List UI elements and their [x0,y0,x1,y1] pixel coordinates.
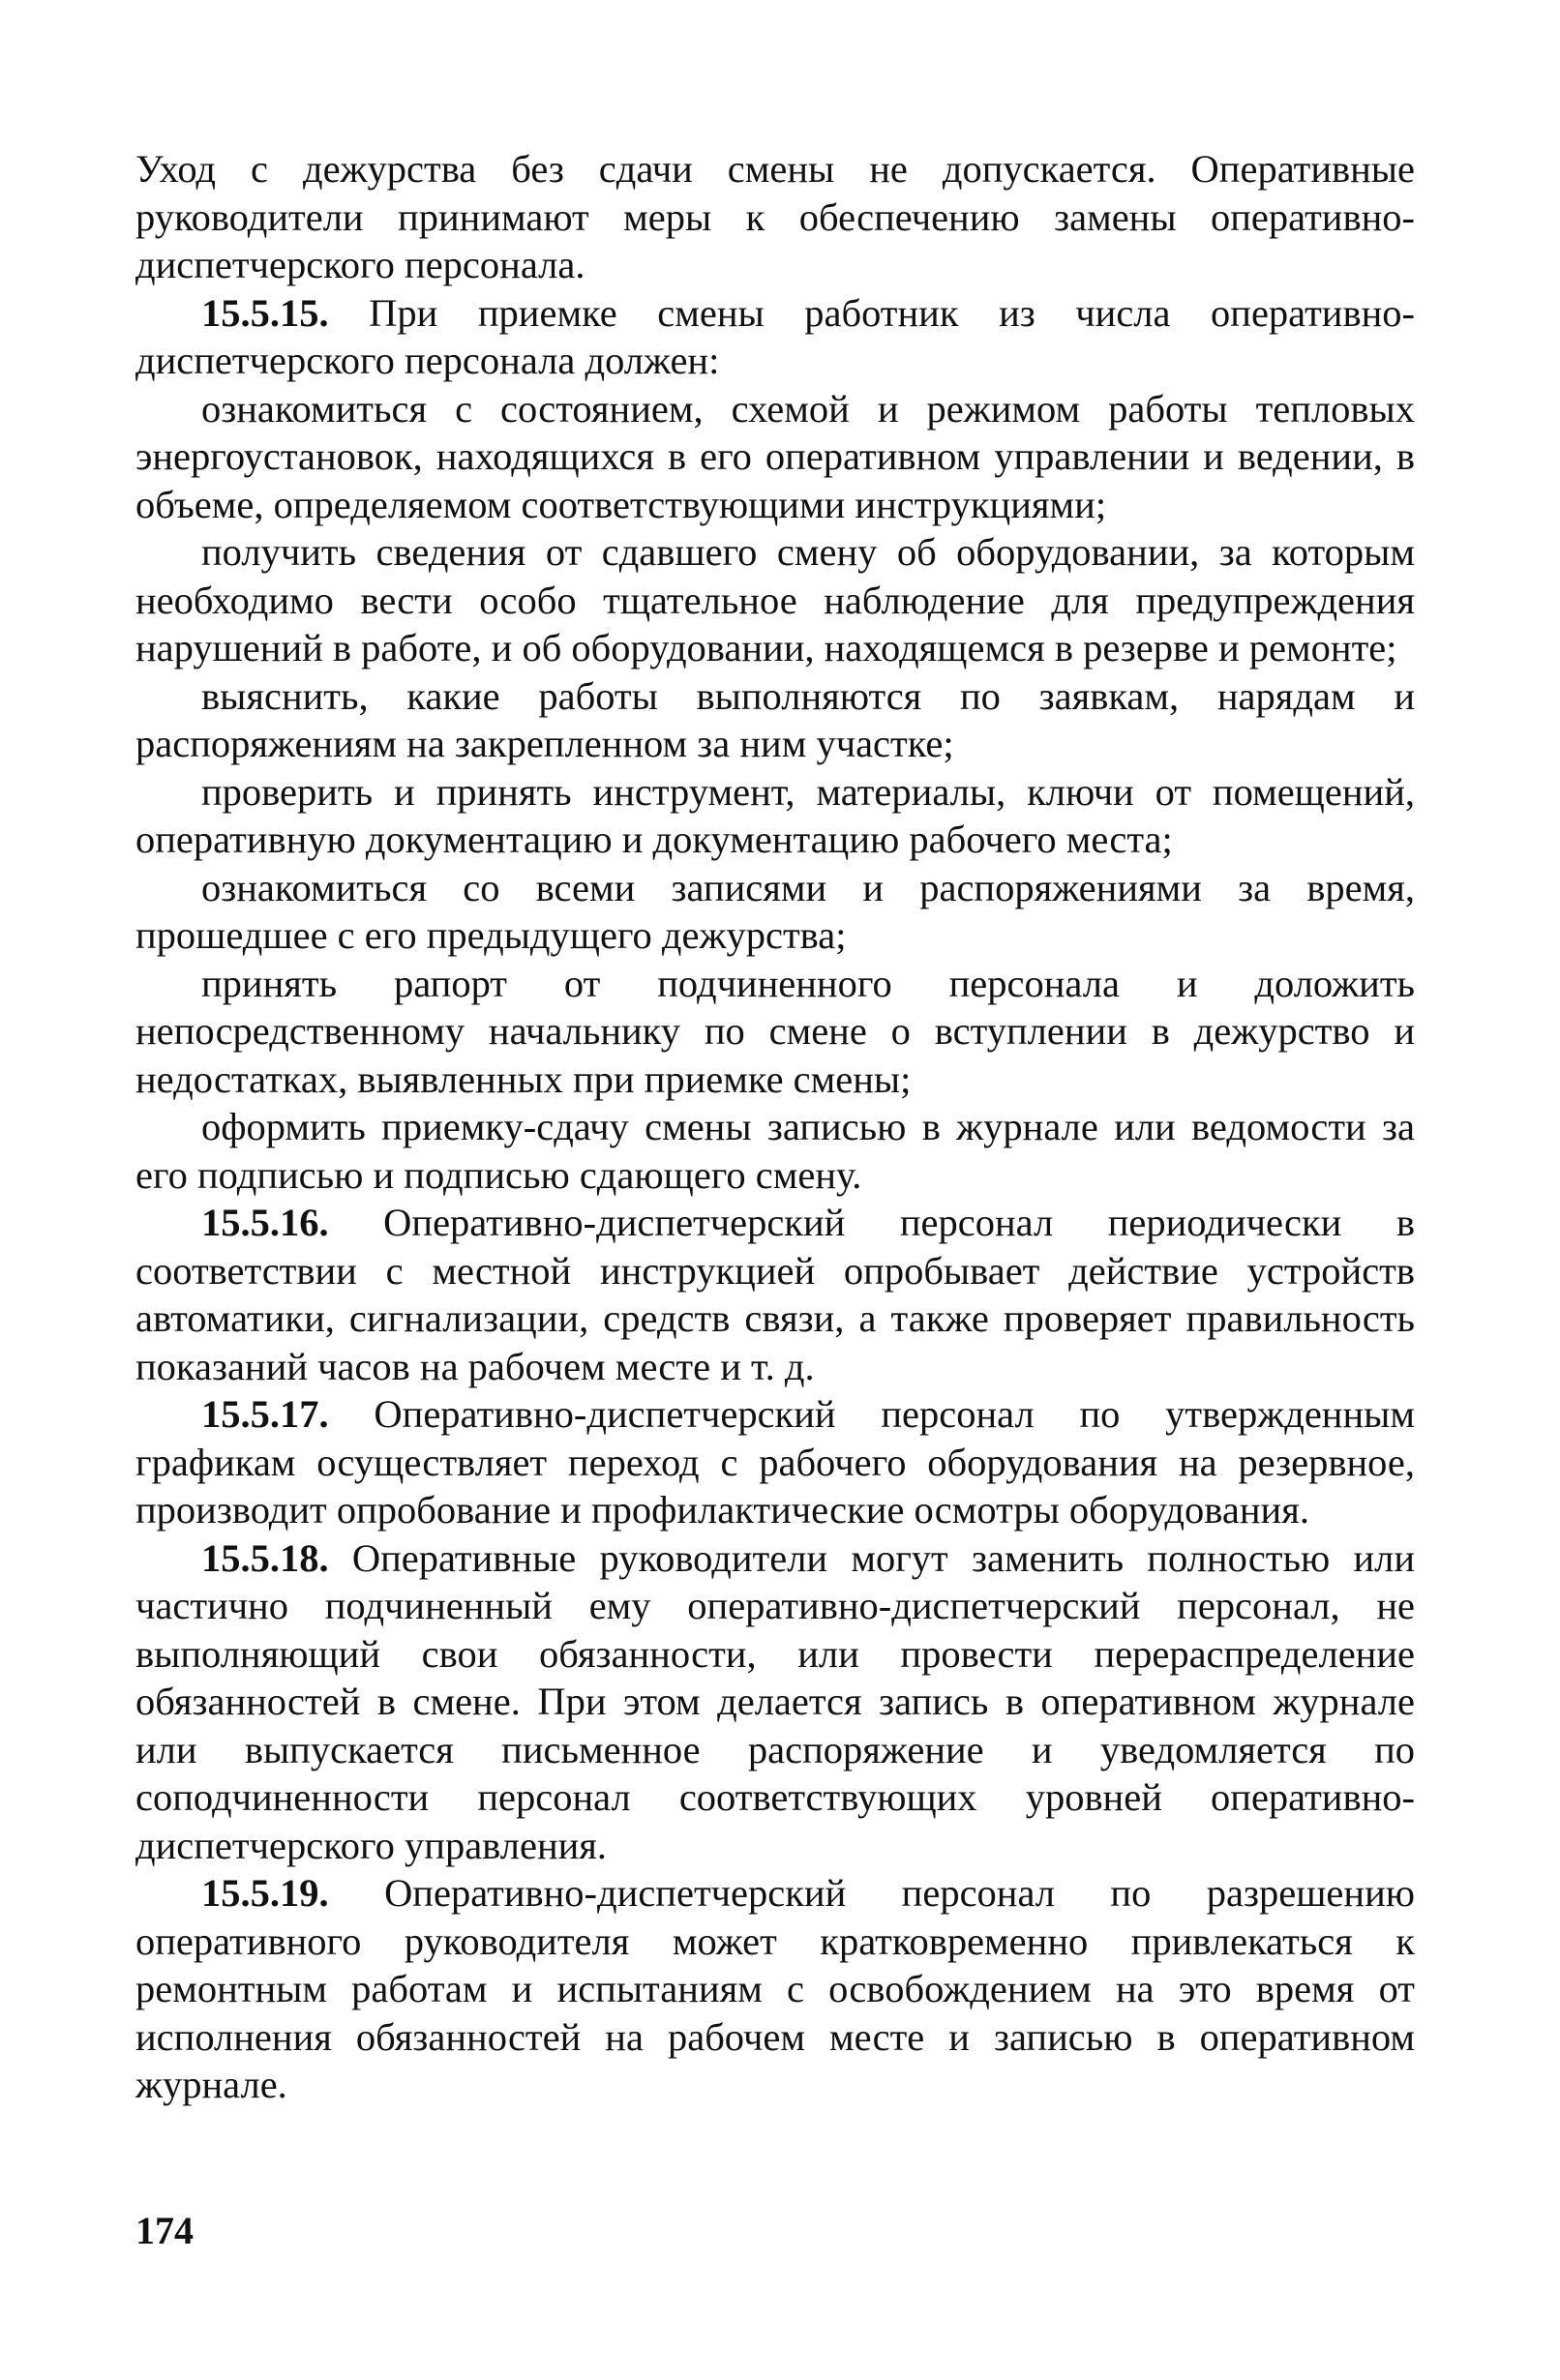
list-item [135,768,1415,864]
paragraph-text: выяснить, какие работы выполняются по заявкам, нарядам и распоряжениям на закрепленном за ним участке; [135,673,1415,765]
paragraph-text: Оперативно-диспетчерский персонал по утвержденным графикам осуществляет переход с рабочего оборудования на резервное, производит опробование и профилактические осмотры оборудования. [135,1392,1415,1532]
list-item [135,672,1415,768]
section-number: 15.5.18. [201,1535,329,1580]
paragraph-15-5-17 [135,1390,1415,1534]
paragraph-15-5-15 [135,289,1415,385]
paragraph-15-5-16 [135,1199,1415,1390]
paragraph-text: получить сведения от сдавшего смену об оборудовании, за которым необходимо вести особо тщательное наблюдение для предупреждения нарушений в работе, и об оборудовании, находящемся в резерве и ремонте; [135,530,1415,669]
paragraph-text: ознакомиться со всеми записями и распоряжениями за время, прошедшее с его предыдущего дежурства; [135,865,1415,957]
paragraph-intro [135,145,1415,289]
list-item [135,385,1415,529]
paragraph-text: Уход с дежурства без сдачи смены не допускается. Оперативные руководители принимают меры к обеспечению замены оперативно-диспетчерского персонала. [135,147,1415,286]
list-item [135,864,1415,960]
paragraph-text: Оперативные руководители могут заменить полностью или частично подчиненный ему оперативно-диспетчерский персонал, не выполняющий свои обязанности, или провести перераспределение обязанностей в смене. При этом делается запись в оперативном журнале или выпускается письменное распоряжение и уведомляется по соподчиненности персонал соответствующих уровней оперативно-диспетчерского управления. [135,1535,1415,1867]
paragraph-text: ознакомиться с состоянием, схемой и режимом работы тепловых энергоустановок, находящихся в его оперативном управлении и ведении, в объеме, определяемом соответствующими инструкциями; [135,386,1415,526]
paragraph-text: проверить и принять инструмент, материалы, ключи от помещений, оперативную документацию и документацию рабочего места; [135,769,1415,861]
list-item [135,960,1415,1104]
paragraph-15-5-18 [135,1534,1415,1870]
page-number: 174 [135,2209,194,2252]
paragraph-text: Оперативно-диспетчерский персонал по разрешению оперативного руководителя может кратковременно привлекаться к ремонтным работам и испытаниям с освобождением на это время от исполнения обязанностей на рабочем месте и записью в оперативном журнале. [135,1871,1416,2106]
paragraph-text: При приемке смены работник из числа оперативно-диспетчерского персонала должен: [135,290,1416,382]
paragraph-15-5-19 [135,1869,1415,2109]
paragraph-text: оформить приемку-сдачу смены записью в журнале или ведомости за его подписью и подписью сдающего смену. [135,1105,1415,1197]
paragraph-text: принять рапорт от подчиненного персонала и доложить непосредственному начальнику по смене о вступлении в дежурство и недостатках, выявленных при приемке смены; [135,961,1415,1101]
section-number: 15.5.15. [201,290,329,335]
list-item [135,1103,1415,1199]
section-number: 15.5.16. [201,1201,329,1244]
list-item [135,528,1415,672]
paragraph-text: Оперативно-диспетчерский персонал периодически в соответствии с местной инструкцией опробывает действие устройств автоматики, сигнализации, средств связи, а также проверяет правильность показаний часов на рабочем месте и т. д. [135,1201,1415,1388]
body-text [135,145,1415,2109]
section-number: 15.5.17. [201,1392,329,1436]
section-number: 15.5.19. [201,1871,329,1915]
